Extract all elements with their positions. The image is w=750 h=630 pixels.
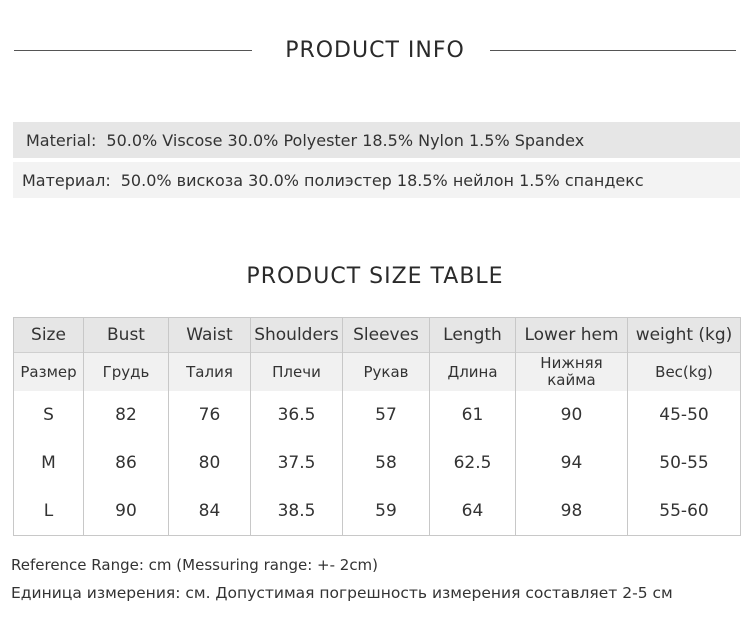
table-row [14, 439, 741, 487]
length-cell: 64 [430, 487, 516, 536]
material-row-ru [13, 162, 740, 198]
header-size-ru: Размер [14, 353, 84, 392]
shoulders-cell: 38.5 [251, 487, 343, 536]
size-cell: M [14, 439, 84, 487]
weight-cell: 45-50 [628, 391, 741, 439]
header-length-ru: Длина [430, 353, 516, 392]
header-row-ru [14, 353, 741, 392]
header-bust-ru: Грудь [84, 353, 169, 392]
header-shoulders: Shoulders [251, 318, 343, 353]
size-table-title: PRODUCT SIZE TABLE [246, 264, 504, 289]
weight-cell: 50-55 [628, 439, 741, 487]
reference-note-ru: Единица измерения: см. Допустимая погрешность измерения составляет 2-5 см [11, 584, 673, 602]
header-bust: Bust [84, 318, 169, 353]
waist-cell: 76 [169, 391, 251, 439]
size-cell: S [14, 391, 84, 439]
sleeves-cell: 57 [343, 391, 430, 439]
lower-hem-cell: 90 [516, 391, 628, 439]
size-cell: L [14, 487, 84, 536]
shoulders-cell: 37.5 [251, 439, 343, 487]
waist-cell: 80 [169, 439, 251, 487]
header-waist-ru: Талия [169, 353, 251, 392]
right-divider [490, 50, 736, 51]
reference-note-en: Reference Range: cm (Messuring range: +- 2cm) [11, 556, 379, 574]
header-sleeves-ru: Рукав [343, 353, 430, 392]
header-sleeves: Sleeves [343, 318, 430, 353]
lower-hem-cell: 94 [516, 439, 628, 487]
material-label-en: Material: [26, 130, 97, 150]
bust-cell: 90 [84, 487, 169, 536]
product-info-title: PRODUCT INFO [285, 38, 465, 63]
header-row-en [14, 318, 741, 353]
table-row [14, 487, 741, 536]
sleeves-cell: 58 [343, 439, 430, 487]
header-waist: Waist [169, 318, 251, 353]
length-cell: 61 [430, 391, 516, 439]
material-value-ru: 50.0% вискоза 30.0% полиэстер 18.5% нейлон 1.5% спандекс [120, 170, 644, 190]
size-table [13, 317, 741, 536]
length-cell: 62.5 [430, 439, 516, 487]
sleeves-cell: 59 [343, 487, 430, 536]
header-weight: weight (kg) [628, 318, 741, 353]
header-shoulders-ru: Плечи [251, 353, 343, 392]
material-row-en [13, 122, 740, 158]
header-weight-ru: Вес(kg) [628, 353, 741, 392]
header-lower-hem-ru: Нижняя кайма [516, 353, 628, 392]
weight-cell: 55-60 [628, 487, 741, 536]
waist-cell: 84 [169, 487, 251, 536]
material-label-ru: Материал: [22, 170, 111, 190]
header-lower-hem: Lower hem [516, 318, 628, 353]
header-length: Length [430, 318, 516, 353]
bust-cell: 82 [84, 391, 169, 439]
bust-cell: 86 [84, 439, 169, 487]
shoulders-cell: 36.5 [251, 391, 343, 439]
lower-hem-cell: 98 [516, 487, 628, 536]
material-value-en: 50.0% Viscose 30.0% Polyester 18.5% Nylon 1.5% Spandex [106, 130, 585, 150]
header-size: Size [14, 318, 84, 353]
table-row [14, 391, 741, 439]
